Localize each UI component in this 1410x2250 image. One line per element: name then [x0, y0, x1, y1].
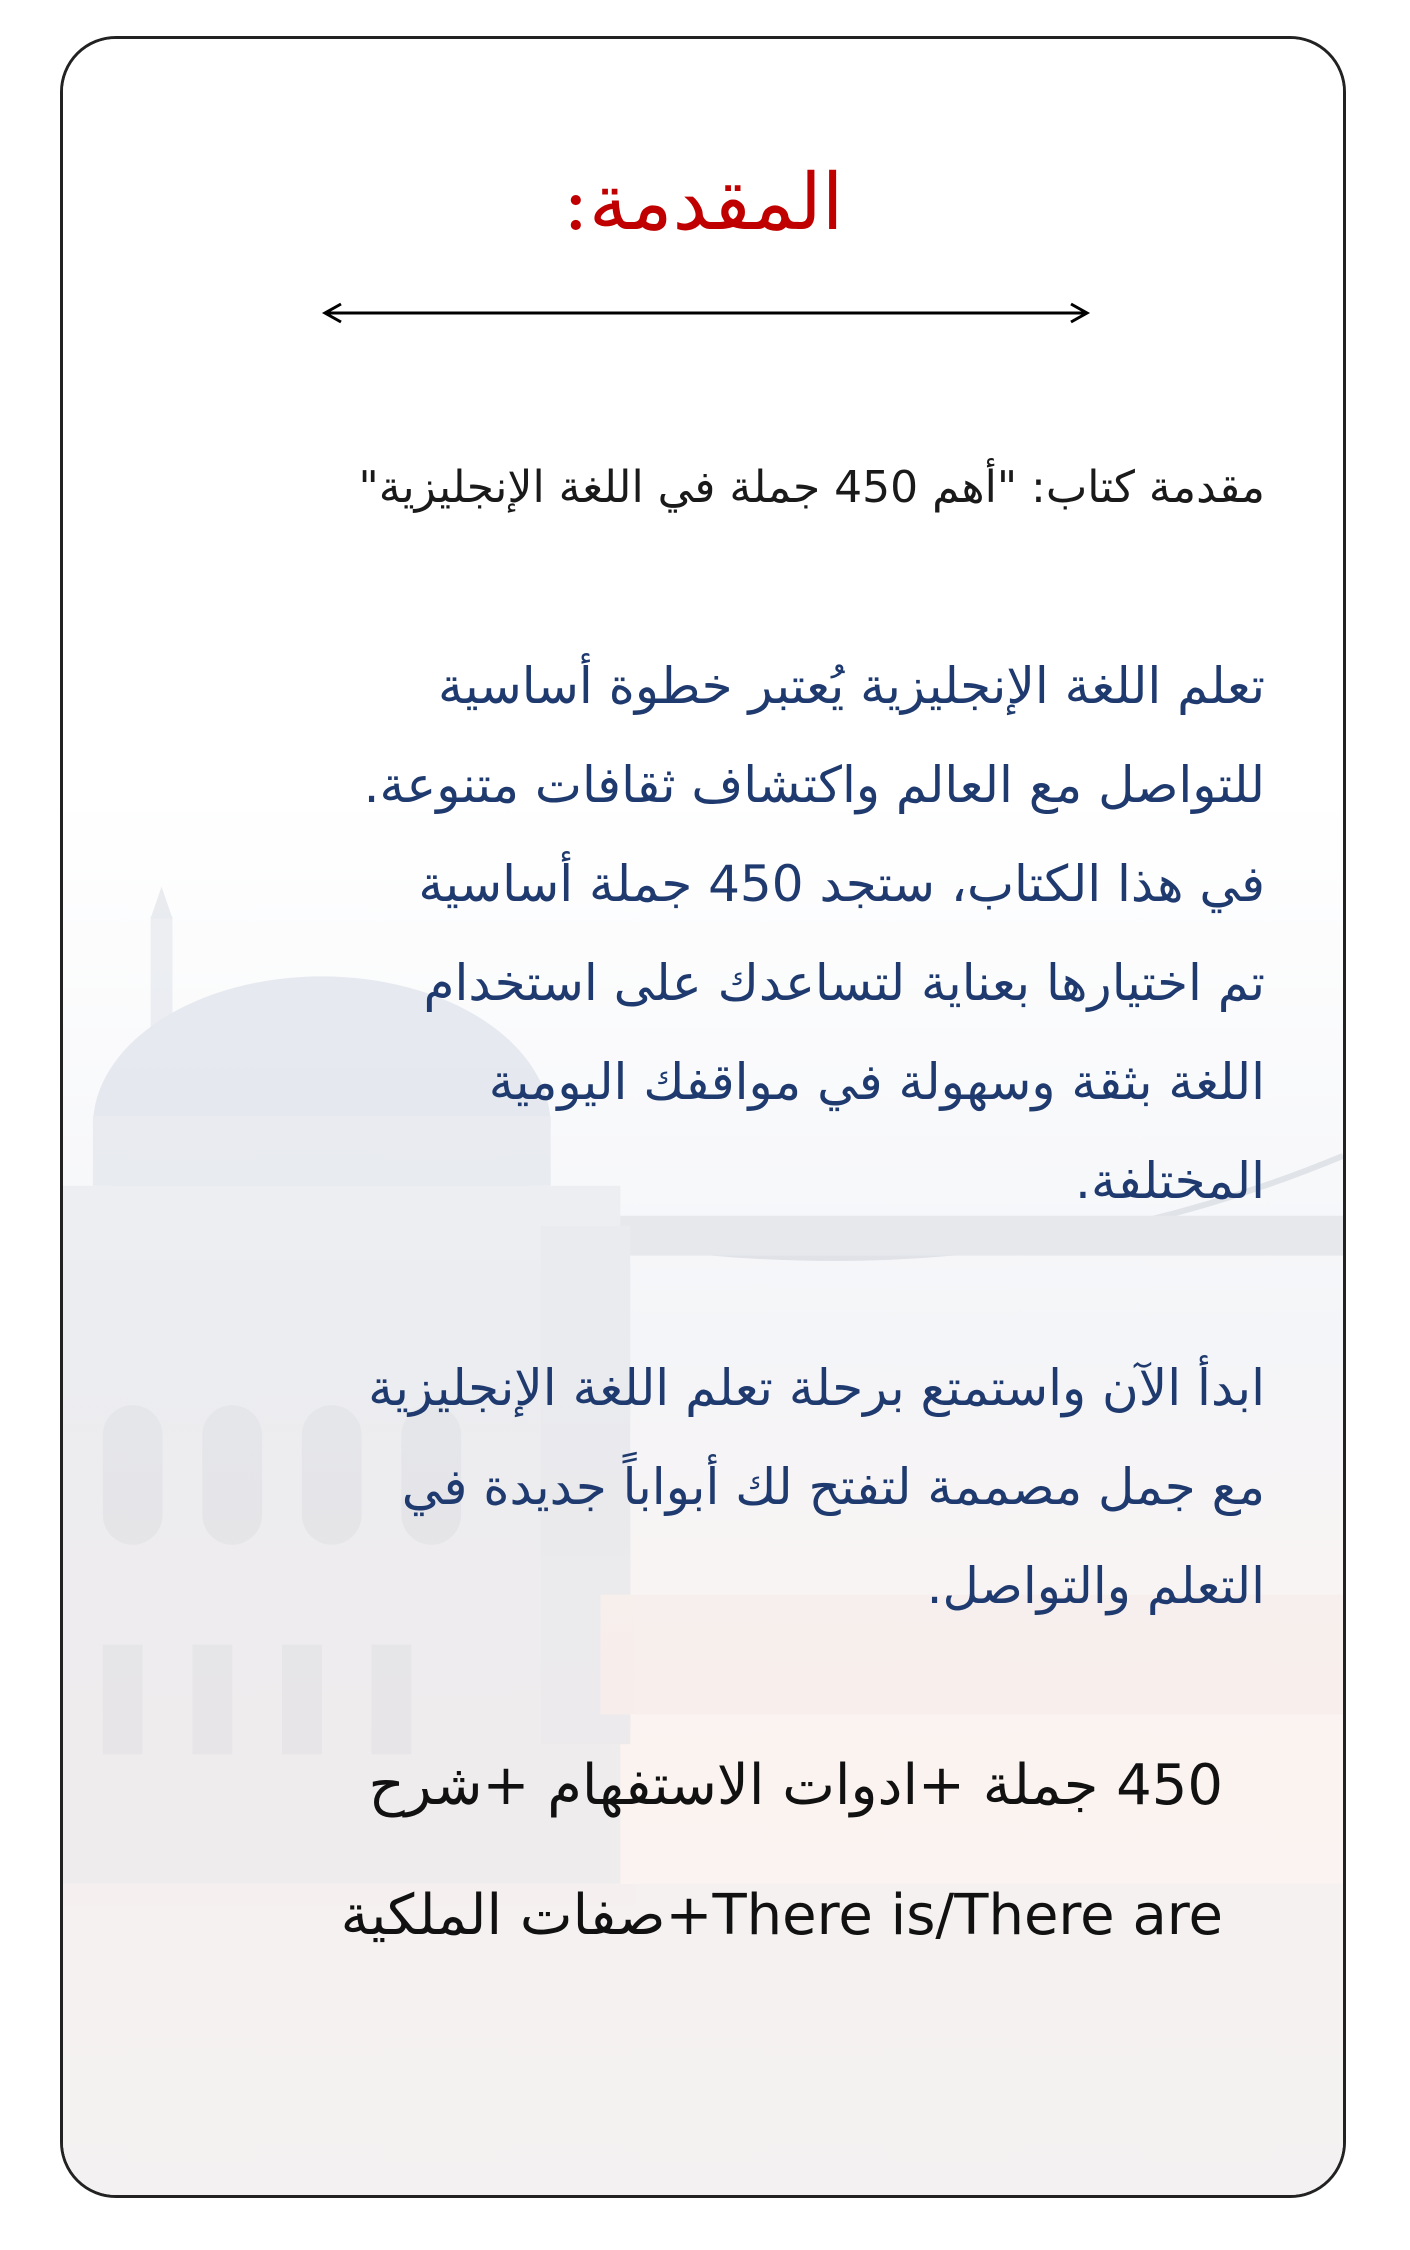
call-to-action-paragraph [305, 1339, 1265, 1636]
paragraph-line: مع جمل مصممة لتفتح لك أبواباً جديدة في [401, 1458, 1265, 1516]
paragraph-line: تعلم اللغة الإنجليزية يُعتبر خطوة أساسية [437, 657, 1265, 715]
paragraph-line: في هذا الكتاب، ستجد 450 جملة أساسية [418, 855, 1265, 913]
book-contents-summary [223, 1721, 1223, 1981]
paragraph-line: ابدأ الآن واستمتع برحلة تعلم اللغة الإنجليزية [368, 1359, 1265, 1417]
summary-line: There is/There are+صفات الملكية [340, 1883, 1223, 1948]
summary-line: 450 جملة +ادوات الاستفهام +شرح [368, 1753, 1223, 1818]
paragraph-line: المختلفة. [1075, 1152, 1265, 1210]
book-subtitle: مقدمة كتاب: "أهم 450 جملة في اللغة الإنجليزية" [358, 462, 1265, 513]
page-title: المقدمة: [562, 158, 844, 248]
paragraph-line: اللغة بثقة وسهولة في مواقفك اليومية [488, 1053, 1265, 1111]
paragraph-line: للتواصل مع العالم واكتشاف ثقافات متنوعة. [363, 756, 1265, 814]
paragraph-line: تم اختيارها بعناية لتساعدك على استخدام [423, 954, 1265, 1012]
paragraph-line: التعلم والتواصل. [926, 1557, 1265, 1615]
intro-card [60, 36, 1346, 2198]
double-arrow-divider-icon [321, 301, 1091, 325]
intro-paragraph [305, 637, 1265, 1231]
